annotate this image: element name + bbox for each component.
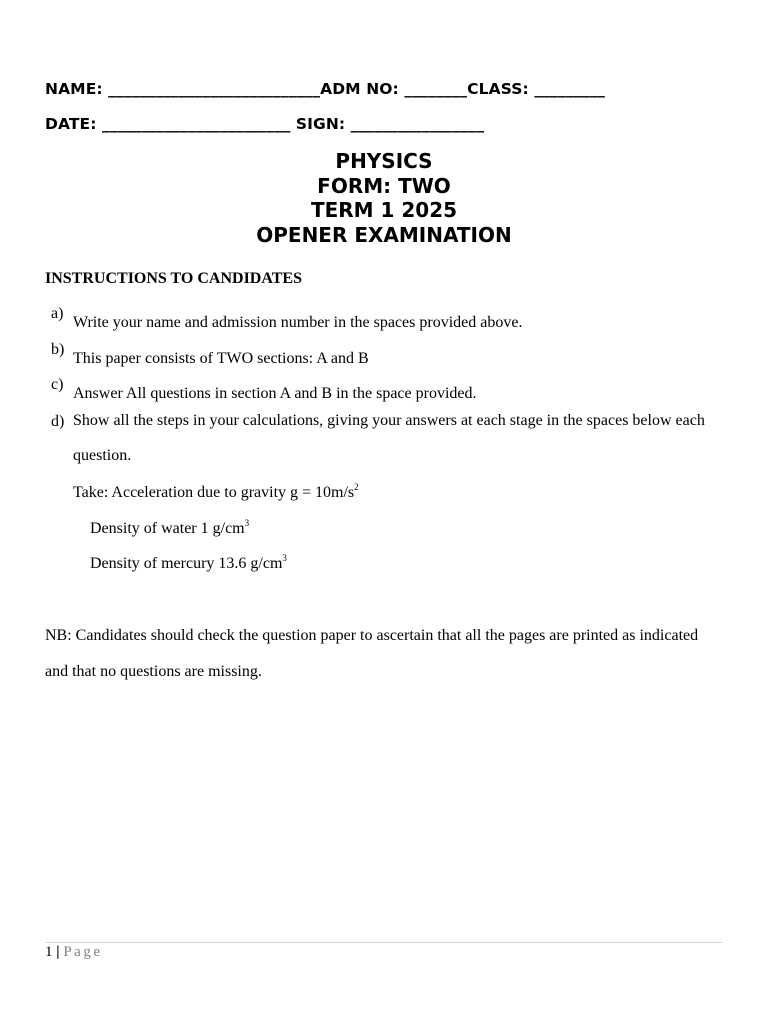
instruction-marker: b) bbox=[51, 341, 65, 358]
instruction-text: Write your name and admission number in the spaces provided above. bbox=[73, 314, 523, 331]
exam-name-title: OPENER EXAMINATION bbox=[256, 222, 512, 247]
instruction-text: Answer All questions in section A and B in the space provided. bbox=[73, 385, 477, 402]
exam-title-block bbox=[0, 149, 768, 247]
instruction-text: This paper consists of TWO sections: A and B bbox=[73, 350, 369, 367]
term-title: TERM 1 2025 bbox=[310, 198, 458, 222]
footer-divider bbox=[45, 942, 723, 943]
instruction-marker: c) bbox=[51, 376, 64, 393]
instruction-text: Show all the steps in your calculations, giving your answers at each stage in the spaces below each question. bbox=[73, 412, 705, 464]
instructions-heading: INSTRUCTIONS TO CANDIDATES bbox=[45, 270, 302, 287]
instruction-marker: a) bbox=[51, 305, 64, 322]
gravity-constant-text: Take: Acceleration due to gravity g = 10m/s bbox=[73, 484, 355, 501]
water-density-constant bbox=[90, 520, 249, 538]
water-density-text: Density of water 1 g/cm bbox=[90, 520, 245, 537]
mercury-density-exponent: 3 bbox=[282, 553, 287, 563]
nb-note: NB: Candidates should check the question paper to ascertain that all the pages are printed as indicated and that no questions are missing. bbox=[45, 627, 699, 680]
name-adm-class-line: NAME: ___________________________ADM NO: ________CLASS: _________ bbox=[45, 80, 605, 98]
water-density-exponent: 3 bbox=[244, 518, 250, 528]
page-label: Page bbox=[63, 944, 103, 960]
form-title: FORM: TWO bbox=[317, 173, 451, 198]
subject-title: PHYSICS bbox=[335, 149, 433, 173]
date-sign-line: DATE: ________________________ SIGN: _________________ bbox=[45, 115, 485, 133]
page-footer bbox=[45, 944, 102, 961]
mercury-density-text: Density of mercury 13.6 g/cm bbox=[90, 555, 283, 572]
gravity-unit-exponent: 2 bbox=[354, 482, 359, 492]
instruction-marker: d) bbox=[51, 413, 65, 430]
mercury-density-constant bbox=[90, 555, 287, 573]
footer-separator: | bbox=[56, 944, 60, 960]
gravity-constant bbox=[73, 484, 359, 502]
page-number: 1 bbox=[45, 944, 53, 960]
